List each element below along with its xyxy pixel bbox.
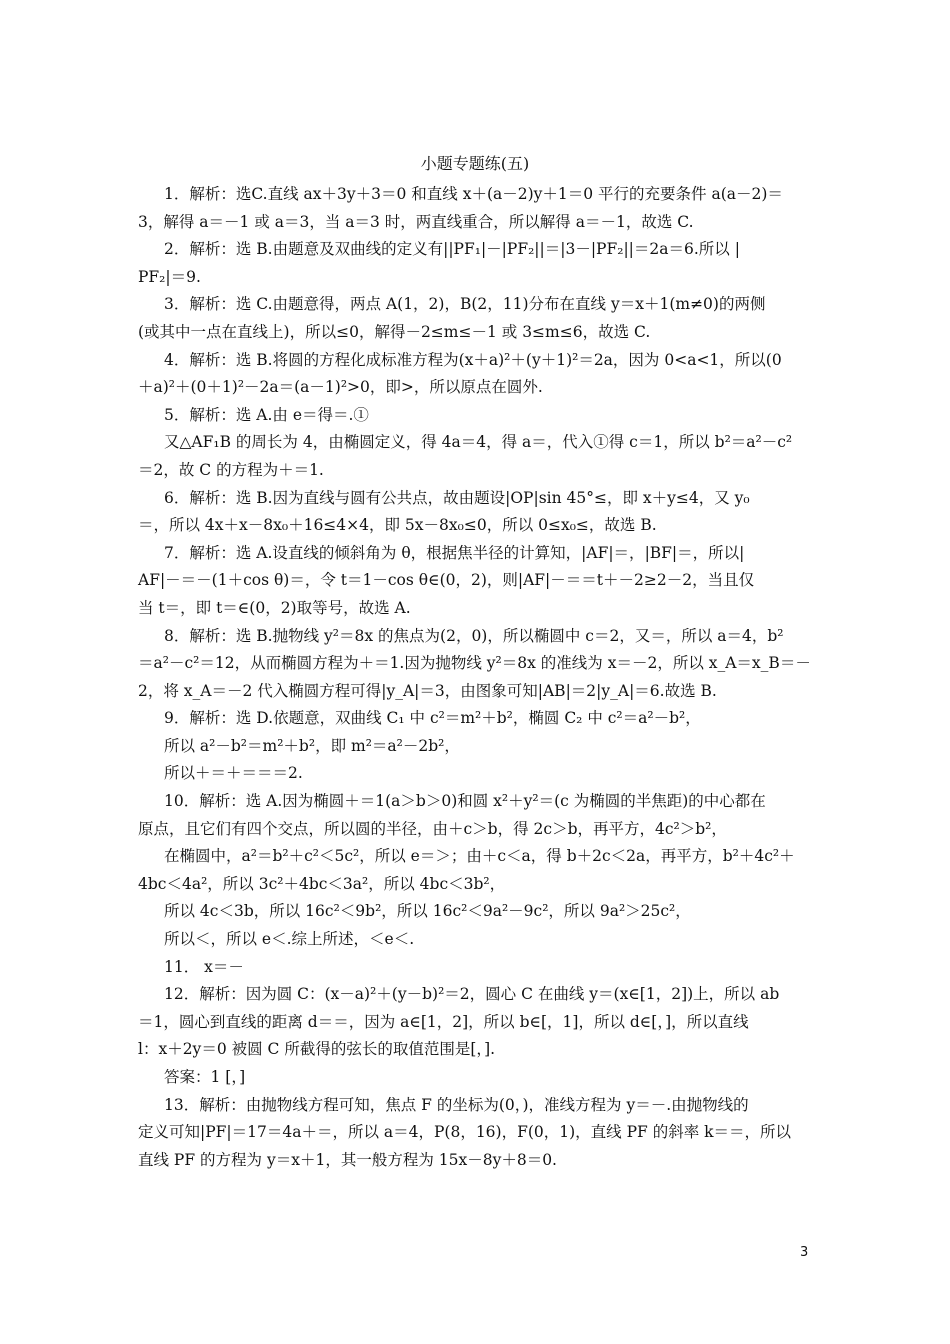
text-line: ＝1，圆心到直线的距离 d＝＝，因为 a∈[1，2]，所以 b∈[，1]，所以 d∈[，]，所以直线 xyxy=(138,1012,749,1031)
text-line: 所以 4c＜3b，所以 16c²＜9b²，所以 16c²＜9a²－9c²，所以 9a²＞25c²， xyxy=(164,902,691,921)
text-line: 原点，且它们有四个交点，所以圆的半径，由＋c＞b，得 2c＞b，再平方，4c²＞b²， xyxy=(138,819,727,838)
text-line: ＋a)²＋(0＋1)²－2a＝(a－1)²>0，即>，所以原点在圆外. xyxy=(138,378,543,397)
text-line: 答案：1 [，] xyxy=(164,1068,246,1086)
solution-text xyxy=(138,181,816,1174)
text-line: 9．解析：选 D.依题意，双曲线 C₁ 中 c²＝m²＋b²，椭圆 C₂ 中 c²＝a²－b²， xyxy=(164,709,701,728)
text-line: 5．解析：选 A.由 e＝得＝.① xyxy=(164,405,369,424)
text-line: 7．解析：选 A.设直线的倾斜角为 θ，根据焦半径的计算知，|AF|＝，|BF|＝，所以| xyxy=(164,543,745,562)
text-line: 8．解析：选 B.抛物线 y²＝8x 的焦点为(2，0)，所以椭圆中 c＝2，又＝，所以 a＝4，b² xyxy=(164,626,784,645)
text-line: ＝2，故 C 的方程为＋＝1. xyxy=(138,460,324,479)
text-line: 又△AF₁B 的周长为 4，由椭圆定义，得 4a＝4，得 a＝，代入①得 c＝1，所以 b²＝a²－c² xyxy=(164,433,793,452)
text-line: 1．解析：选C.直线 ax＋3y＋3＝0 和直线 x＋(a－2)y＋1＝0 平行的充要条件 a(a－2)＝ xyxy=(164,185,783,203)
text-line: 所以 a²－b²＝m²＋b²，即 m²＝a²－2b²， xyxy=(164,736,460,755)
page-number: 3 xyxy=(800,1245,809,1260)
text-line: 3．解析：选 C.由题意得，两点 A(1，2)，B(2，11)分布在直线 y＝x＋1(m≠0)的两侧 xyxy=(164,295,766,314)
text-line: ＝，所以 4x＋x－8x₀＋16≤4×4，即 5x－8x₀≤0，所以 0≤x₀≤，故选 B. xyxy=(138,516,657,535)
text-line: 4bc＜4a²，所以 3c²＋4bc＜3a²，所以 4bc＜3b²， xyxy=(138,874,506,893)
text-line: 12．解析：因为圆 C：(x－a)²＋(y－b)²＝2，圆心 C 在曲线 y＝(x∈[1，2])上，所以 ab xyxy=(164,985,780,1004)
text-line: 6．解析：选 B.因为直线与圆有公共点，故由题设|OP|sin 45°≤，即 x＋y≤4，又 y₀ xyxy=(164,488,750,507)
text-line: 直线 PF 的方程为 y＝x＋1，其一般方程为 15x－8y＋8＝0. xyxy=(138,1150,557,1169)
text-line: 定义可知|PF|＝17＝4a＋＝，所以 a＝4，P(8，16)，F(0，1)，直线 PF 的斜率 k＝＝，所以 xyxy=(138,1123,792,1142)
text-line: 11． x＝－ xyxy=(164,957,244,976)
text-line: 在椭圆中，a²＝b²＋c²＜5c²，所以 e＝＞；由＋c＜a，得 b＋2c＜2a，再平方，b²＋4c²＋ xyxy=(164,847,795,866)
text-line: 2，将 x_A＝－2 代入椭圆方程可得|y_A|＝3，由图象可知|AB|＝2|y_A|＝6.故选 B. xyxy=(138,681,717,700)
text-line: 13．解析：由抛物线方程可知，焦点 F 的坐标为(0，)，准线方程为 y＝－.由抛物线的 xyxy=(164,1095,749,1114)
text-line: 所以＋＝＋＝＝＝2. xyxy=(164,764,303,783)
text-line: PF₂|＝9. xyxy=(138,267,201,286)
page-title: 小题专题练(五) xyxy=(420,154,530,173)
text-line: l：x＋2y＝0 被圆 C 所截得的弦长的取值范围是[，]. xyxy=(138,1040,496,1059)
text-line: 所以＜，所以 e＜.综上所述，＜e＜. xyxy=(164,930,415,949)
text-line: 2．解析：选 B.由题意及双曲线的定义有||PF₁|－|PF₂||＝|3－|PF₂||＝2a＝6.所以 | xyxy=(164,240,740,259)
text-line: 当 t＝，即 t＝∈(0，2)取等号，故选 A. xyxy=(138,598,411,617)
text-line: 10．解析：选 A.因为椭圆＋＝1(a＞b＞0)和圆 x²＋y²＝(c 为椭圆的半焦距)的中心都在 xyxy=(164,792,766,811)
text-line: ＝a²－c²＝12，从而椭圆方程为＋＝1.因为抛物线 y²＝8x 的准线为 x＝－2，所以 x_A＝x_B＝－ xyxy=(138,654,811,673)
text-line: (或其中一点在直线上)，所以≤0，解得－2≤m≤－1 或 3≤m≤6，故选 C. xyxy=(138,322,651,341)
text-line: AF|－＝－(1＋cos θ)＝，令 t＝1－cos θ∈(0，2)，则|AF|－＝＝t＋－2≥2－2，当且仅 xyxy=(138,571,755,590)
text-line: 3，解得 a＝－1 或 a＝3，当 a＝3 时，两直线重合，所以解得 a＝－1，故选 C. xyxy=(138,212,694,231)
text-line: 4．解析：选 B.将圆的方程化成标准方程为(x＋a)²＋(y＋1)²＝2a，因为 0<a<1，所以(0 xyxy=(164,350,782,369)
